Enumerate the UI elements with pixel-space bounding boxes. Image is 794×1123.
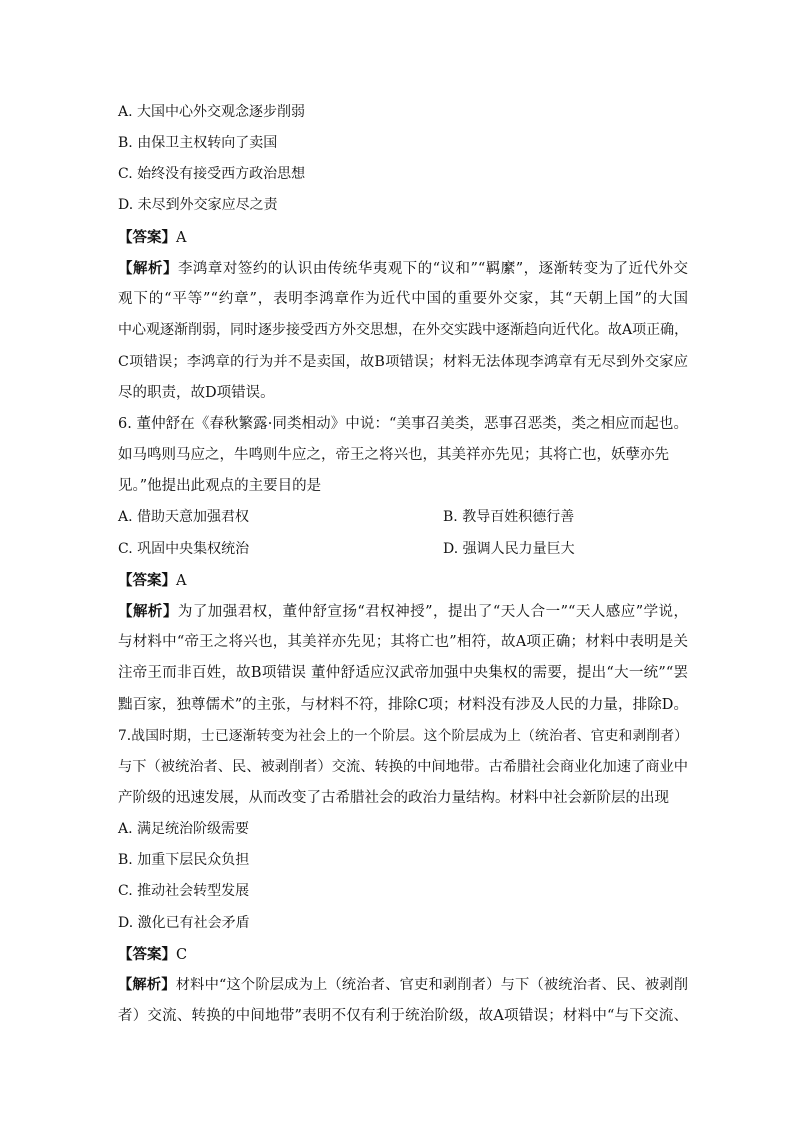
q7-option-c: C. 推动社会转型发展 (118, 883, 250, 899)
q6-analysis-line-1 (118, 601, 688, 623)
q7-option-a: A. 满足统治阶级需要 (118, 821, 250, 837)
q5-option-a: A. 大国中心外交观念逐步削弱 (118, 104, 306, 120)
q7-analysis-line-1 (118, 975, 688, 996)
q5-answer-value: A (176, 230, 187, 246)
q5-analysis-text-1: 李鸿章对签约的认识由传统华夷观下的“议和”“羁縻”，逐渐转变为了近代外交 (177, 261, 688, 277)
q6-answer (118, 570, 688, 592)
q6-option-d: D. 强调人民力量巨大 (443, 541, 575, 557)
analysis-tag: 【解析】 (118, 603, 178, 620)
q5-option-d: D. 未尽到外交家应尽之责 (118, 197, 278, 213)
q7-analysis-line-2: 者）交流、转换的中间地带”表明不仅有利于统治阶级，故A项错误；材料中“与下交流、 (118, 1008, 688, 1024)
q7-answer-value: C (176, 947, 188, 963)
q5-analysis-line-3: 中心观逐渐削弱，同时逐步接受西方外交思想，在外交实践中逐渐趋向近代化。故A项正确， (118, 322, 689, 338)
q5-option-c: C. 始终没有接受西方政治思想 (118, 166, 306, 182)
q6-option-a: A. 借助天意加强君权 (118, 509, 250, 525)
answer-tag: 【答案】 (118, 572, 176, 589)
q6-analysis-text-1: 为了加强君权，董仲舒宣扬“君权神授”，提出了“天人合一”“天人感应”学说， (177, 604, 689, 620)
q6-option-b: B. 教导百姓积德行善 (443, 509, 575, 525)
q5-analysis-line-4: C项错误；李鸿章的行为并不是卖国，故B项错误；材料无法体现李鸿章有无尽到外交家应 (118, 354, 688, 370)
q5-analysis-line-1 (118, 258, 688, 280)
answer-tag: 【答案】 (118, 229, 176, 246)
q6-analysis-line-3: 注帝王而非百姓，故B项错误 董仲舒适应汉武帝加强中央集权的需要，提出“大一统”“罢 (118, 665, 688, 681)
q6-analysis-line-4: 黜百家，独尊儒术”的主张，与材料不符，排除C项；材料没有涉及人民的力量，排除D。 (118, 697, 688, 713)
q7-analysis-text-1: 材料中“这个阶层成为上（统治者、官吏和剥削者）与下（被统治者、民、被剥削 (175, 977, 688, 993)
q6-analysis-line-2: 与材料中“帝王之将兴也，其美祥亦先见；其将亡也”相符，故A项正确；材料中表明是关 (118, 634, 688, 650)
q5-analysis-line-2: 观下的“平等”“约章”，表明李鸿章作为近代中国的重要外交家，其“天朝上国”的大国 (118, 291, 688, 307)
q7-stem-line-3: 产阶级的迅速发展，从而改变了古希腊社会的政治力量结构。材料中社会新阶层的出现 (118, 790, 669, 806)
q6-stem-line-3: 见。”他提出此观点的主要目的是 (118, 478, 322, 494)
q7-option-b: B. 加重下层民众负担 (118, 852, 250, 868)
q5-answer (118, 227, 688, 249)
answer-tag: 【答案】 (118, 946, 176, 963)
q7-stem-line-2: 与下（被统治者、民、被剥削者）交流、转换的中间地带。古希腊社会商业化加速了商业中 (118, 759, 689, 775)
q6-stem-line-2: 如马鸣则马应之，牛鸣则牛应之，帝王之将兴也，其美祥亦先见；其将亡也，妖孽亦先 (118, 447, 669, 463)
analysis-tag: 【解析】 (118, 260, 178, 277)
q6-option-c: C. 巩固中央集权统治 (118, 541, 250, 557)
q6-answer-value: A (176, 573, 187, 589)
q7-stem-line-1: 7.战国时期，士已逐渐转变为社会上的一个阶层。这个阶层成为上（统治者、官吏和剥削者） (118, 728, 688, 744)
q5-analysis-line-5: 尽的职责，故D项错误。 (118, 385, 275, 401)
q6-stem-line-1: 6. 董仲舒在《春秋繁露·同类相动》中说：“美事召美类，恶事召恶类，类之相应而起也。 (118, 416, 688, 432)
q7-answer (118, 944, 688, 966)
q5-option-b: B. 由保卫主权转向了卖国 (118, 135, 278, 151)
analysis-tag: 【解析】 (118, 977, 176, 993)
q7-option-d: D. 激化已有社会矛盾 (118, 915, 250, 931)
